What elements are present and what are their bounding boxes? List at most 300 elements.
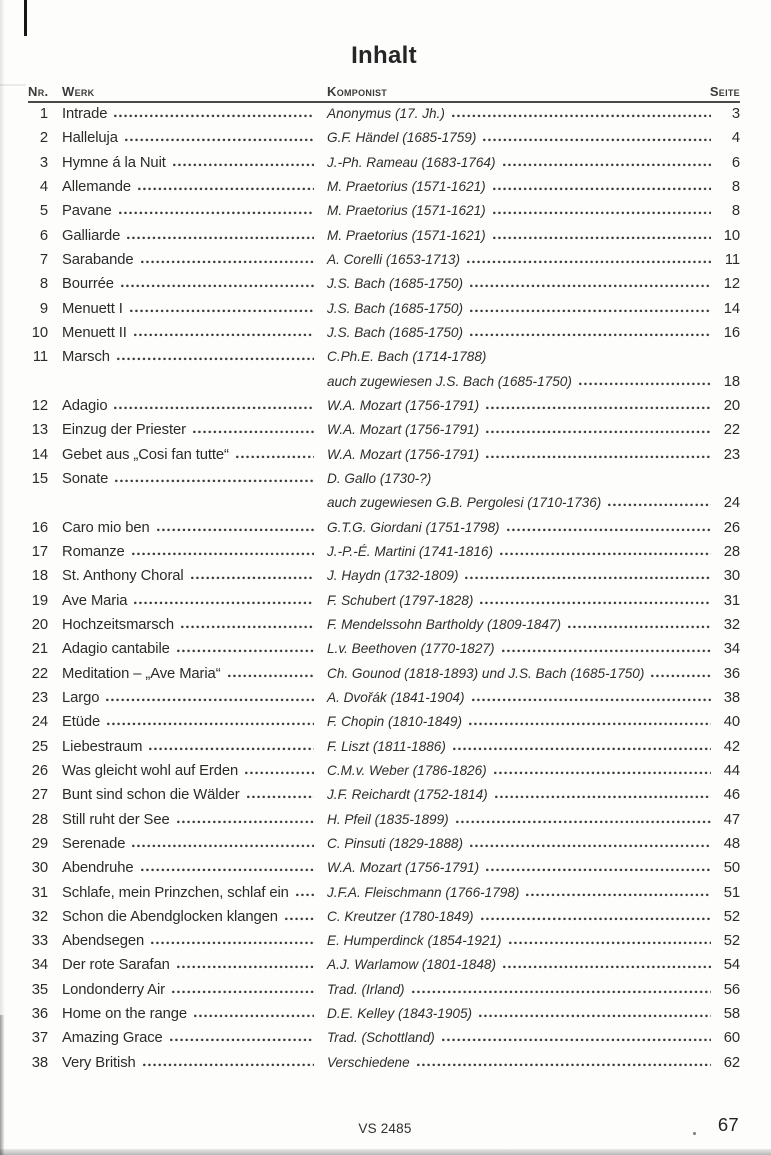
table-header: [28, 84, 740, 99]
entry-page: 8: [731, 203, 740, 220]
entry-page: 44: [723, 762, 740, 779]
entry-work-title: Schlafe, mein Prinzchen, schlaf ein: [62, 884, 289, 901]
scan-edge-left: [0, 0, 6, 1155]
leader-dots: [143, 1063, 314, 1067]
entry-page: 28: [723, 543, 740, 560]
entry-composer-name: H. Pfeil (1835-1899): [327, 811, 449, 827]
entry-composer: [320, 495, 716, 510]
entry-work: [62, 1030, 320, 1046]
entry-work-title: Schon die Abendglocken klangen: [62, 908, 278, 925]
toc-entry-line: [28, 495, 740, 519]
entry-number: 9: [39, 300, 48, 317]
toc-entry-line: [28, 982, 740, 1006]
toc-entry-line: [28, 885, 740, 909]
entry-composer-name: C.M.v. Weber (1786-1826): [327, 762, 487, 778]
toc-entry-line: [28, 666, 740, 690]
entry-composer: [320, 1030, 716, 1045]
entry-work-title: Gebet aus „Cosi fan tutte“: [62, 446, 229, 463]
leader-dots: [486, 406, 711, 410]
entry-composer: [320, 520, 716, 535]
entry-work-title: Hochzeitsmarsch: [62, 616, 174, 633]
leader-dots: [132, 552, 314, 556]
entry-composer: [320, 860, 716, 875]
entry-number: 23: [31, 689, 48, 706]
catalog-number: VS 2485: [358, 1121, 412, 1136]
entry-number: 32: [31, 908, 48, 925]
leader-dots: [130, 309, 314, 313]
entry-composer: [320, 909, 716, 924]
leader-dots: [115, 479, 314, 483]
entry-composer-name: M. Praetorius (1571-1621): [327, 203, 486, 219]
entry-page: 8: [731, 178, 740, 195]
entry-composer-name: J.F.A. Fleischmann (1766-1798): [327, 884, 520, 900]
entry-page: 51: [723, 884, 740, 901]
leader-dots: [107, 722, 314, 726]
entry-number: 18: [31, 568, 48, 585]
entry-page: 20: [723, 397, 740, 414]
entry-work: [62, 885, 320, 901]
entry-composer-name: C. Pinsuti (1829-1888): [327, 835, 464, 851]
toc-entry-line: [28, 933, 740, 957]
entry-composer-name: W.A. Mozart (1756-1791): [327, 422, 480, 438]
entry-number: 1: [39, 106, 48, 122]
entry-work: [62, 228, 320, 244]
toc-entry-line: [28, 909, 740, 933]
entry-work-title: Einzug der Priester: [62, 422, 186, 439]
entry-work: [62, 1006, 320, 1022]
entry-work-title: Bourrée: [62, 276, 114, 293]
leader-dots: [493, 236, 711, 240]
entry-work-title: Romanze: [62, 543, 125, 560]
entry-composer-name: A.J. Warlamow (1801-1848): [327, 957, 496, 973]
toc-rows: [28, 106, 740, 1079]
toc-entry-line: [28, 617, 740, 641]
entry-page: 14: [723, 300, 740, 317]
entry-composer-name: Ch. Gounod (1818-1893) und J.S. Bach (1685-1750): [327, 665, 645, 681]
entry-composer: [320, 422, 716, 437]
entry-work-title: Marsch: [62, 349, 110, 366]
toc-entry-line: [28, 422, 740, 446]
entry-composer-name: J.-Ph. Rameau (1683-1764): [327, 154, 496, 170]
leader-dots: [119, 211, 314, 215]
entry-composer-name: G.F. Händel (1685-1759): [327, 130, 477, 146]
entry-work: [62, 544, 320, 560]
entry-composer-name: D. Gallo (1730-?): [327, 470, 432, 486]
toc-entry-line: [28, 641, 740, 665]
entry-composer-name: F. Chopin (1810-1849): [327, 714, 463, 730]
entry-work: [62, 349, 320, 365]
leader-dots: [481, 917, 711, 921]
leader-dots: [417, 1063, 711, 1067]
leader-dots: [172, 990, 314, 994]
leader-dots: [486, 868, 711, 872]
entry-composer-name: auch zugewiesen J.S. Bach (1685-1750): [327, 373, 572, 389]
entry-composer-name: F. Schubert (1797-1828): [327, 592, 474, 608]
entry-composer: [320, 130, 716, 145]
toc-entry-line: [28, 228, 740, 252]
leader-dots: [149, 747, 314, 751]
entry-number: 38: [31, 1054, 48, 1071]
entry-page: 52: [723, 933, 740, 950]
entry-page: 3: [731, 106, 740, 122]
entry-composer-name: J. Haydn (1732-1809): [327, 568, 459, 584]
entry-number: 16: [31, 519, 48, 536]
entry-number: 3: [39, 154, 48, 171]
leader-dots: [412, 990, 711, 994]
entry-number: 34: [31, 957, 48, 974]
leader-dots: [479, 1014, 711, 1018]
entry-work: [62, 471, 320, 487]
leader-dots: [177, 820, 314, 824]
entry-page: 54: [723, 957, 740, 974]
entry-work-title: Caro mio ben: [62, 519, 150, 536]
leader-dots: [470, 284, 711, 288]
entry-number: 17: [31, 543, 48, 560]
entry-composer-name: W.A. Mozart (1756-1791): [327, 446, 480, 462]
leader-dots: [526, 893, 711, 897]
entry-work-title: Hymne á la Nuit: [62, 154, 166, 171]
entry-work-title: Still ruht der See: [62, 811, 170, 828]
entry-work-title: Menuett I: [62, 300, 123, 317]
leader-dots: [247, 795, 314, 799]
leader-dots: [470, 333, 711, 337]
leader-dots: [173, 163, 314, 167]
entry-work-title: Was gleicht wohl auf Erden: [62, 762, 239, 779]
leader-dots: [127, 236, 314, 240]
entry-composer: [320, 301, 716, 316]
leader-dots: [503, 965, 711, 969]
entry-work: [62, 690, 320, 706]
leader-dots: [170, 1038, 314, 1042]
leader-dots: [470, 309, 711, 313]
entry-number: 14: [31, 446, 48, 463]
entry-page: 30: [723, 568, 740, 585]
entry-composer-name: F. Liszt (1811-1886): [327, 738, 446, 754]
entry-work-title: Serenade: [62, 835, 126, 852]
entry-work-title: Intrade: [62, 106, 108, 122]
entry-work: [62, 909, 320, 925]
toc-entry-line: [28, 276, 740, 300]
entry-composer: [320, 398, 716, 413]
leader-dots: [193, 430, 314, 434]
entry-number: 35: [31, 981, 48, 998]
toc-entry-line: [28, 325, 740, 349]
entry-number: 20: [31, 616, 48, 633]
leader-dots: [141, 260, 314, 264]
leader-dots: [470, 844, 711, 848]
entry-number: 22: [31, 665, 48, 682]
toc-entry-line: [28, 1055, 740, 1079]
toc-entry-line: [28, 520, 740, 544]
entry-page: 16: [723, 324, 740, 341]
leader-dots: [503, 163, 711, 167]
leader-dots: [456, 820, 711, 824]
entry-composer-name: A. Corelli (1653-1713): [327, 251, 460, 267]
entry-composer: [320, 763, 716, 778]
entry-work-title: Londonderry Air: [62, 981, 165, 998]
entry-composer-name: A. Dvořák (1841-1904): [327, 689, 465, 705]
entry-number: 13: [31, 422, 48, 439]
toc-entry-line: [28, 860, 740, 884]
entry-composer: [320, 568, 716, 583]
leader-dots: [507, 528, 711, 532]
col-header-seite: Seite: [709, 84, 740, 99]
entry-composer-name: D.E. Kelley (1843-1905): [327, 1006, 473, 1022]
entry-page: 48: [723, 835, 740, 852]
toc-entry-line: [28, 203, 740, 227]
entry-composer-name: Trad. (Irland): [327, 981, 405, 997]
entry-page: 47: [723, 811, 740, 828]
toc-entry-line: [28, 836, 740, 860]
entry-composer: [320, 1006, 716, 1021]
entry-composer-name: Verschiedene: [327, 1054, 410, 1070]
entry-number: 21: [31, 641, 48, 658]
entry-composer: [320, 228, 716, 243]
entry-page: 46: [723, 787, 740, 804]
leader-dots: [125, 138, 314, 142]
toc-entry-line: [28, 957, 740, 981]
entry-composer: [320, 447, 716, 462]
leader-dots: [245, 771, 314, 775]
scan-smudge-left: [0, 84, 26, 86]
entry-work-title: Largo: [62, 689, 100, 706]
leader-dots: [480, 601, 711, 605]
leader-dots: [568, 625, 711, 629]
entry-composer: [320, 1055, 716, 1070]
entry-work-title: Sonate: [62, 470, 109, 487]
leader-dots: [285, 917, 314, 921]
entry-page: 11: [724, 251, 740, 268]
leader-dots: [452, 114, 711, 118]
entry-composer-name: auch zugewiesen G.B. Pergolesi (1710-1736): [327, 495, 602, 511]
entry-work: [62, 957, 320, 973]
entry-work: [62, 763, 320, 779]
entry-number: 8: [39, 276, 48, 293]
entry-composer: [320, 690, 716, 705]
entry-composer-name: M. Praetorius (1571-1621): [327, 227, 486, 243]
entry-work: [62, 787, 320, 803]
toc-entry-line: [28, 714, 740, 738]
entry-work: [62, 714, 320, 730]
toc-entry-line: [28, 568, 740, 592]
entry-composer: [320, 155, 716, 170]
toc-entry-line: [28, 690, 740, 714]
entry-work: [62, 252, 320, 268]
entry-work-title: Allemande: [62, 178, 132, 195]
entry-page: 34: [723, 641, 740, 658]
entry-work: [62, 933, 320, 949]
entry-number: 11: [32, 349, 48, 366]
entry-page: 18: [723, 373, 740, 390]
entry-work: [62, 447, 320, 463]
entry-work: [62, 325, 320, 341]
entry-number: 26: [31, 762, 48, 779]
leader-dots: [608, 503, 711, 507]
entry-page: 10: [723, 227, 740, 244]
entry-composer-name: M. Praetorius (1571-1621): [327, 178, 486, 194]
entry-composer: [320, 812, 716, 827]
toc-entry-line: [28, 593, 740, 617]
entry-composer-name: Trad. (Schottland): [327, 1030, 435, 1046]
leader-dots: [117, 357, 314, 361]
entry-page: 58: [723, 1006, 740, 1023]
entry-work: [62, 1055, 320, 1071]
page-number: 67: [717, 1114, 739, 1135]
entry-work: [62, 520, 320, 536]
leader-dots: [486, 430, 711, 434]
entry-work: [62, 739, 320, 755]
entry-work-title: Very British: [62, 1054, 136, 1071]
entry-work-title: Galliarde: [62, 227, 121, 244]
toc-entry-line: [28, 544, 740, 568]
col-header-werk: Werk: [62, 84, 95, 99]
toc-entry-line: [28, 471, 740, 495]
entry-number: 28: [31, 811, 48, 828]
entry-work: [62, 130, 320, 146]
entry-work: [62, 398, 320, 414]
leader-dots: [134, 333, 314, 337]
entry-work-title: Meditation – „Ave Maria“: [62, 665, 221, 682]
entry-page: 26: [723, 519, 740, 536]
entry-work: [62, 617, 320, 633]
entry-number: 12: [31, 397, 48, 414]
leader-dots: [465, 576, 711, 580]
entry-work-title: Etüde: [62, 714, 101, 731]
leader-dots: [502, 649, 711, 653]
entry-composer: [320, 885, 716, 900]
entry-work: [62, 155, 320, 171]
entry-number: 15: [31, 470, 48, 487]
toc-entry-line: [28, 1006, 740, 1030]
entry-work-title: Bunt sind schon die Wälder: [62, 787, 240, 804]
entry-composer: [320, 325, 716, 340]
leader-dots: [509, 941, 711, 945]
leader-dots: [651, 674, 711, 678]
entry-composer: [320, 641, 716, 656]
entry-work-title: Pavane: [62, 203, 112, 220]
entry-composer: [320, 106, 716, 121]
leader-dots: [493, 211, 711, 215]
entry-page: 4: [731, 130, 740, 147]
entry-page: 36: [723, 665, 740, 682]
entry-composer-name: C. Kreutzer (1780-1849): [327, 908, 474, 924]
entry-number: 19: [31, 592, 48, 609]
entry-page: 52: [723, 908, 740, 925]
entry-composer-name: J.S. Bach (1685-1750): [327, 324, 464, 340]
entry-composer-name: G.T.G. Giordani (1751-1798): [327, 519, 500, 535]
entry-page: 31: [723, 592, 740, 609]
entry-composer: [320, 179, 716, 194]
entry-composer-name: W.A. Mozart (1756-1791): [327, 860, 480, 876]
entry-work: [62, 666, 320, 682]
entry-composer: [320, 471, 716, 486]
col-header-komponist: Komponist: [327, 84, 388, 99]
header-rule: [28, 101, 740, 103]
leader-dots: [486, 455, 711, 459]
leader-dots: [114, 114, 314, 118]
leader-dots: [134, 601, 314, 605]
entry-work-title: Ave Maria: [62, 592, 128, 609]
entry-page: 60: [723, 1030, 740, 1047]
leader-dots: [138, 187, 314, 191]
entry-composer: [320, 252, 716, 267]
entry-composer-name: C.Ph.E. Bach (1714-1788): [327, 349, 487, 365]
leader-dots: [106, 698, 314, 702]
leader-dots: [141, 868, 314, 872]
toc-entry-line: [28, 739, 740, 763]
entry-number: 6: [39, 227, 48, 244]
leader-dots: [453, 747, 711, 751]
leader-dots: [177, 649, 314, 653]
entry-composer-name: J.S. Bach (1685-1750): [327, 276, 464, 292]
entry-work-title: Sarabande: [62, 251, 134, 268]
page-footer: [0, 1114, 771, 1144]
toc-entry-line: [28, 787, 740, 811]
entry-number: 7: [39, 251, 48, 268]
entry-work: [62, 860, 320, 876]
toc-entry-line: [28, 763, 740, 787]
entry-work: [62, 593, 320, 609]
entry-composer-name: J.S. Bach (1685-1750): [327, 300, 464, 316]
entry-page: 42: [723, 738, 740, 755]
entry-number: 4: [39, 178, 48, 195]
entry-composer: [320, 739, 716, 754]
entry-page: 22: [723, 422, 740, 439]
leader-dots: [157, 528, 314, 532]
entry-page: 40: [723, 714, 740, 731]
toc-entry-line: [28, 374, 740, 398]
entry-page: 32: [723, 616, 740, 633]
leader-dots: [579, 382, 711, 386]
leader-dots: [500, 552, 711, 556]
leader-dots: [151, 941, 314, 945]
leader-dots: [483, 138, 711, 142]
toc-entry-line: [28, 349, 740, 373]
entry-number: 30: [31, 860, 48, 877]
entry-work: [62, 982, 320, 998]
leader-dots: [191, 576, 314, 580]
leader-dots: [236, 455, 314, 459]
entry-work: [62, 568, 320, 584]
col-header-nr: Nr.: [28, 84, 49, 99]
entry-composer: [320, 593, 716, 608]
entry-work: [62, 179, 320, 195]
leader-dots: [132, 844, 314, 848]
toc-entry-line: [28, 155, 740, 179]
entry-composer-name: J.-P.-É. Martini (1741-1816): [327, 543, 493, 559]
entry-work-title: Adagio cantabile: [62, 641, 170, 658]
entry-composer-name: Anonymus (17. Jh.): [327, 106, 445, 121]
scan-mark-top-left: [24, 0, 27, 36]
entry-number: 29: [31, 835, 48, 852]
entry-work-title: St. Anthony Choral: [62, 568, 184, 585]
leader-dots: [494, 771, 711, 775]
entry-number: 36: [31, 1006, 48, 1023]
leader-dots: [469, 722, 711, 726]
entry-work-title: Amazing Grace: [62, 1030, 163, 1047]
entry-work: [62, 422, 320, 438]
entry-composer-name: L.v. Beethoven (1770-1827): [327, 641, 495, 657]
entry-work-title: Abendruhe: [62, 860, 134, 877]
entry-number: 37: [31, 1030, 48, 1047]
page-title: Inhalt: [351, 42, 417, 69]
entry-work: [62, 203, 320, 219]
entry-page: 6: [731, 154, 740, 171]
entry-work-title: Home on the range: [62, 1006, 187, 1023]
entry-composer: [320, 933, 716, 948]
entry-page: 62: [723, 1054, 740, 1071]
leader-dots: [472, 698, 711, 702]
